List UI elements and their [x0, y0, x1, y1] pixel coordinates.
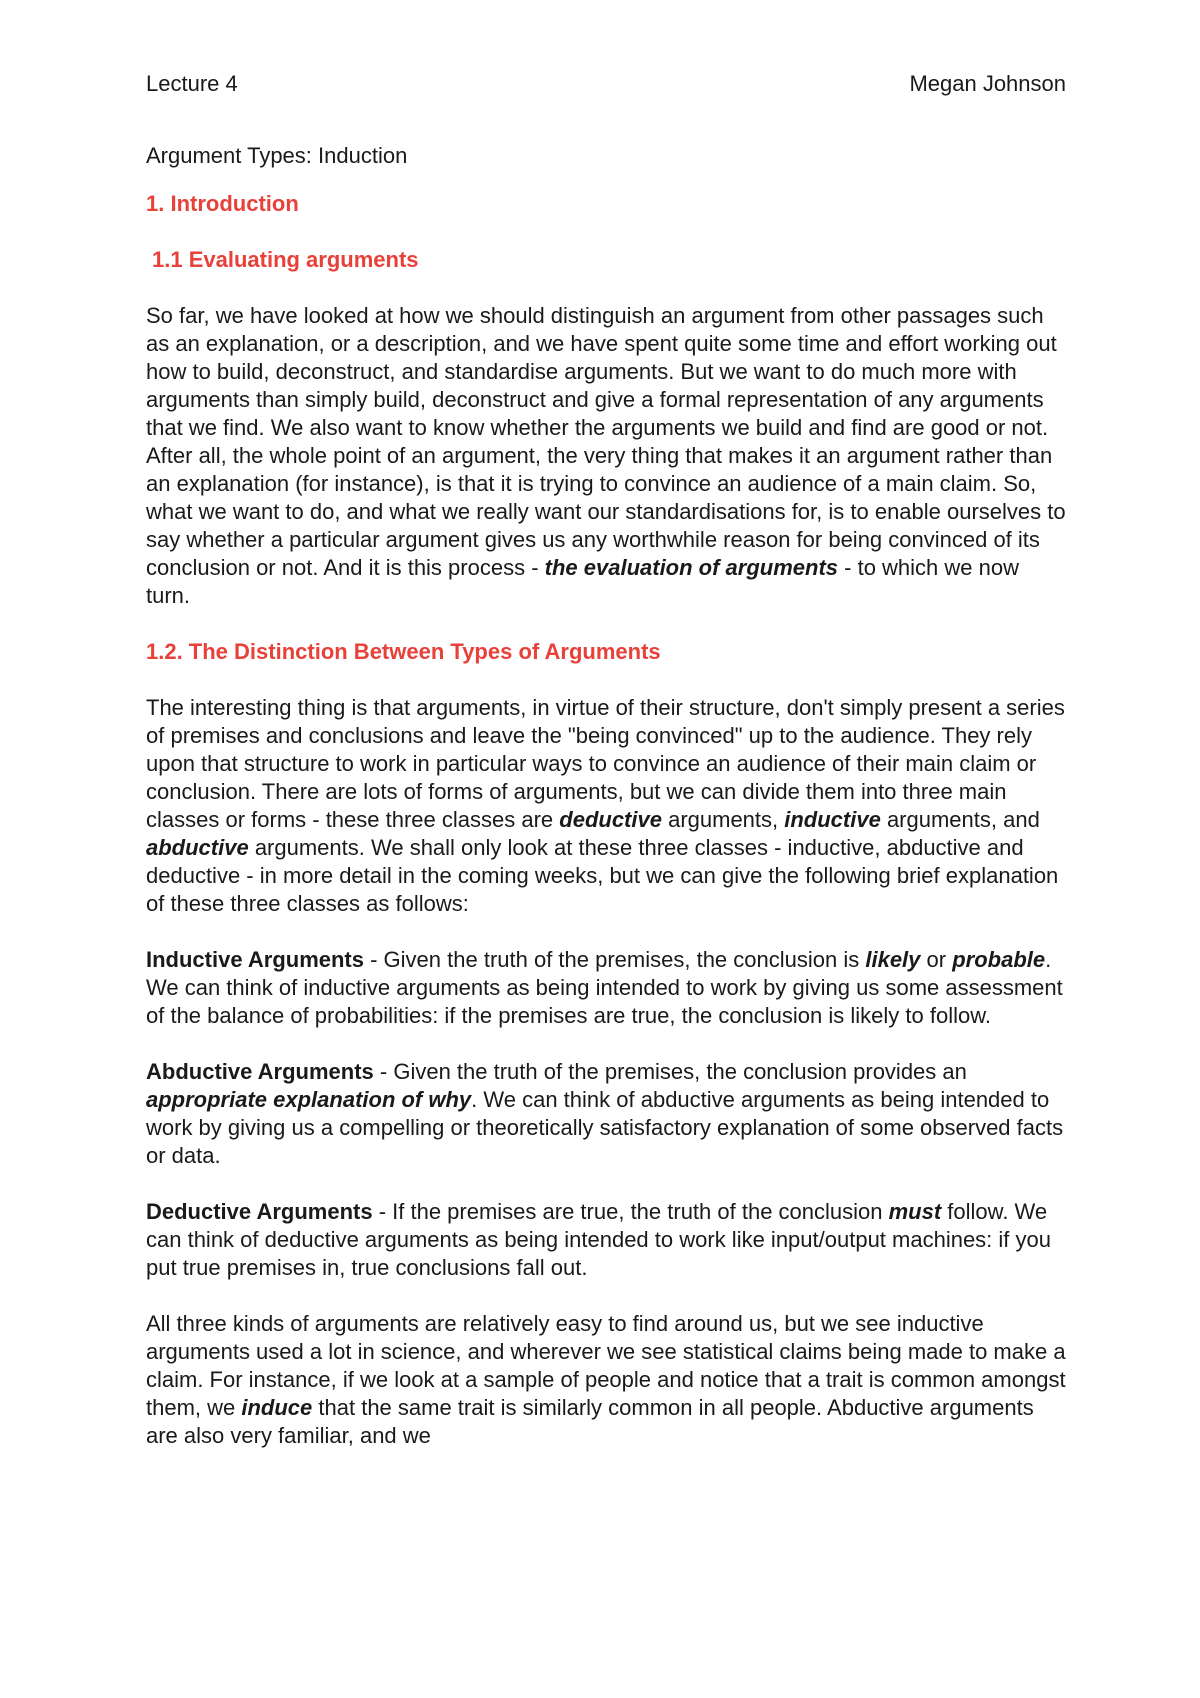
subsection-heading-distinction: 1.2. The Distinction Between Types of Arguments — [146, 639, 661, 664]
document-page — [146, 70, 1066, 1478]
emphasis-inductive: inductive — [784, 807, 881, 832]
paragraph-deductive-definition — [146, 1198, 1066, 1282]
section-heading-introduction: 1. Introduction — [146, 191, 299, 216]
emphasis-likely: likely — [865, 947, 921, 972]
paragraph-inductive-definition — [146, 946, 1066, 1030]
emphasis-evaluation-of-arguments: the evaluation of arguments — [544, 555, 839, 580]
text-run: . We can think of inductive arguments as being intended to work by giving us some assessment of the balance of probabilities: if the premises are true, the conclusion is likely to follow. — [146, 947, 1063, 1028]
paragraph-closing — [146, 1310, 1066, 1450]
text-run: - Given the truth of the premises, the conclusion is — [364, 947, 866, 972]
text-run: - Given the truth of the premises, the conclusion provides an — [373, 1059, 967, 1084]
emphasis-deductive: deductive — [559, 807, 662, 832]
text-run: - to which we now turn. — [146, 555, 1019, 608]
header-author-name: Megan Johnson — [909, 71, 1066, 96]
emphasis-induce: induce — [241, 1395, 313, 1420]
text-run: arguments. We shall only look at these three classes - inductive, abductive and deductive - in more detail in the coming weeks, but we can give the following brief explanation of these three classes as follows: — [146, 835, 1059, 916]
text-run: or — [920, 947, 953, 972]
text-run: - If the premises are true, the truth of the conclusion — [372, 1199, 889, 1224]
text-run: arguments, and — [880, 807, 1040, 832]
emphasis-probable: probable — [952, 947, 1046, 972]
text-run: So far, we have looked at how we should distinguish an argument from other passages such as an explanation, or a description, and we have spent quite some time and effort working out how to build, deconstruct, and standardise arguments. But we want to do much more with arguments than simply build, deconstruct and give a formal representation of any arguments that we find. We also want to know whether the arguments we build and find are good or not. After all, the whole point of an argument, the very thing that makes it an argument rather than an explanation (for instance), is that it is trying to convince an audience of a main claim. So, what we want to do, and what we really want our standardisations for, is to enable ourselves to say whether a particular argument gives us any worthwhile reason for being convinced of its conclusion or not. And it is this process - — [146, 303, 1066, 580]
term-abductive-arguments: Abductive Arguments — [146, 1059, 374, 1084]
paragraph-abductive-definition — [146, 1058, 1066, 1170]
document-title: Argument Types: Induction — [146, 143, 408, 168]
subsection-heading-evaluating-arguments: 1.1 Evaluating arguments — [152, 247, 419, 272]
text-run: that the same trait is similarly common in all people. Abductive arguments are also very familiar, and we — [146, 1395, 1034, 1448]
term-inductive-arguments: Inductive Arguments — [146, 947, 364, 972]
text-run: . We can think of abductive arguments as being intended to work by giving us a compelling or theoretically satisfactory explanation of some observed facts or data. — [146, 1087, 1064, 1168]
term-deductive-arguments: Deductive Arguments — [146, 1199, 373, 1224]
emphasis-appropriate-explanation: appropriate explanation of why — [146, 1087, 472, 1112]
page-header — [146, 70, 1066, 98]
text-run: All three kinds of arguments are relatively easy to find around us, but we see inductive arguments used a lot in science, and wherever we see statistical claims being made to make a claim. For instance, if we look at a sample of people and notice that a trait is common amongst them, we — [146, 1311, 1066, 1420]
text-run: follow. We can think of deductive arguments as being intended to work like input/output machines: if you put true premises in, true conclusions fall out. — [146, 1199, 1051, 1280]
header-lecture-label: Lecture 4 — [146, 71, 238, 96]
emphasis-must: must — [888, 1199, 942, 1224]
paragraph-argument-classes — [146, 694, 1066, 918]
emphasis-abductive: abductive — [146, 835, 249, 860]
text-run: arguments, — [661, 807, 785, 832]
text-run: The interesting thing is that arguments, in virtue of their structure, don't simply present a series of premises and conclusions and leave the "being convinced" up to the audience. They rely upon that structure to work in particular ways to convince an audience of their main claim or conclusion. There are lots of forms of arguments, but we can divide them into three main classes or forms - these three classes are — [146, 695, 1065, 832]
paragraph-evaluating-arguments — [146, 302, 1066, 610]
